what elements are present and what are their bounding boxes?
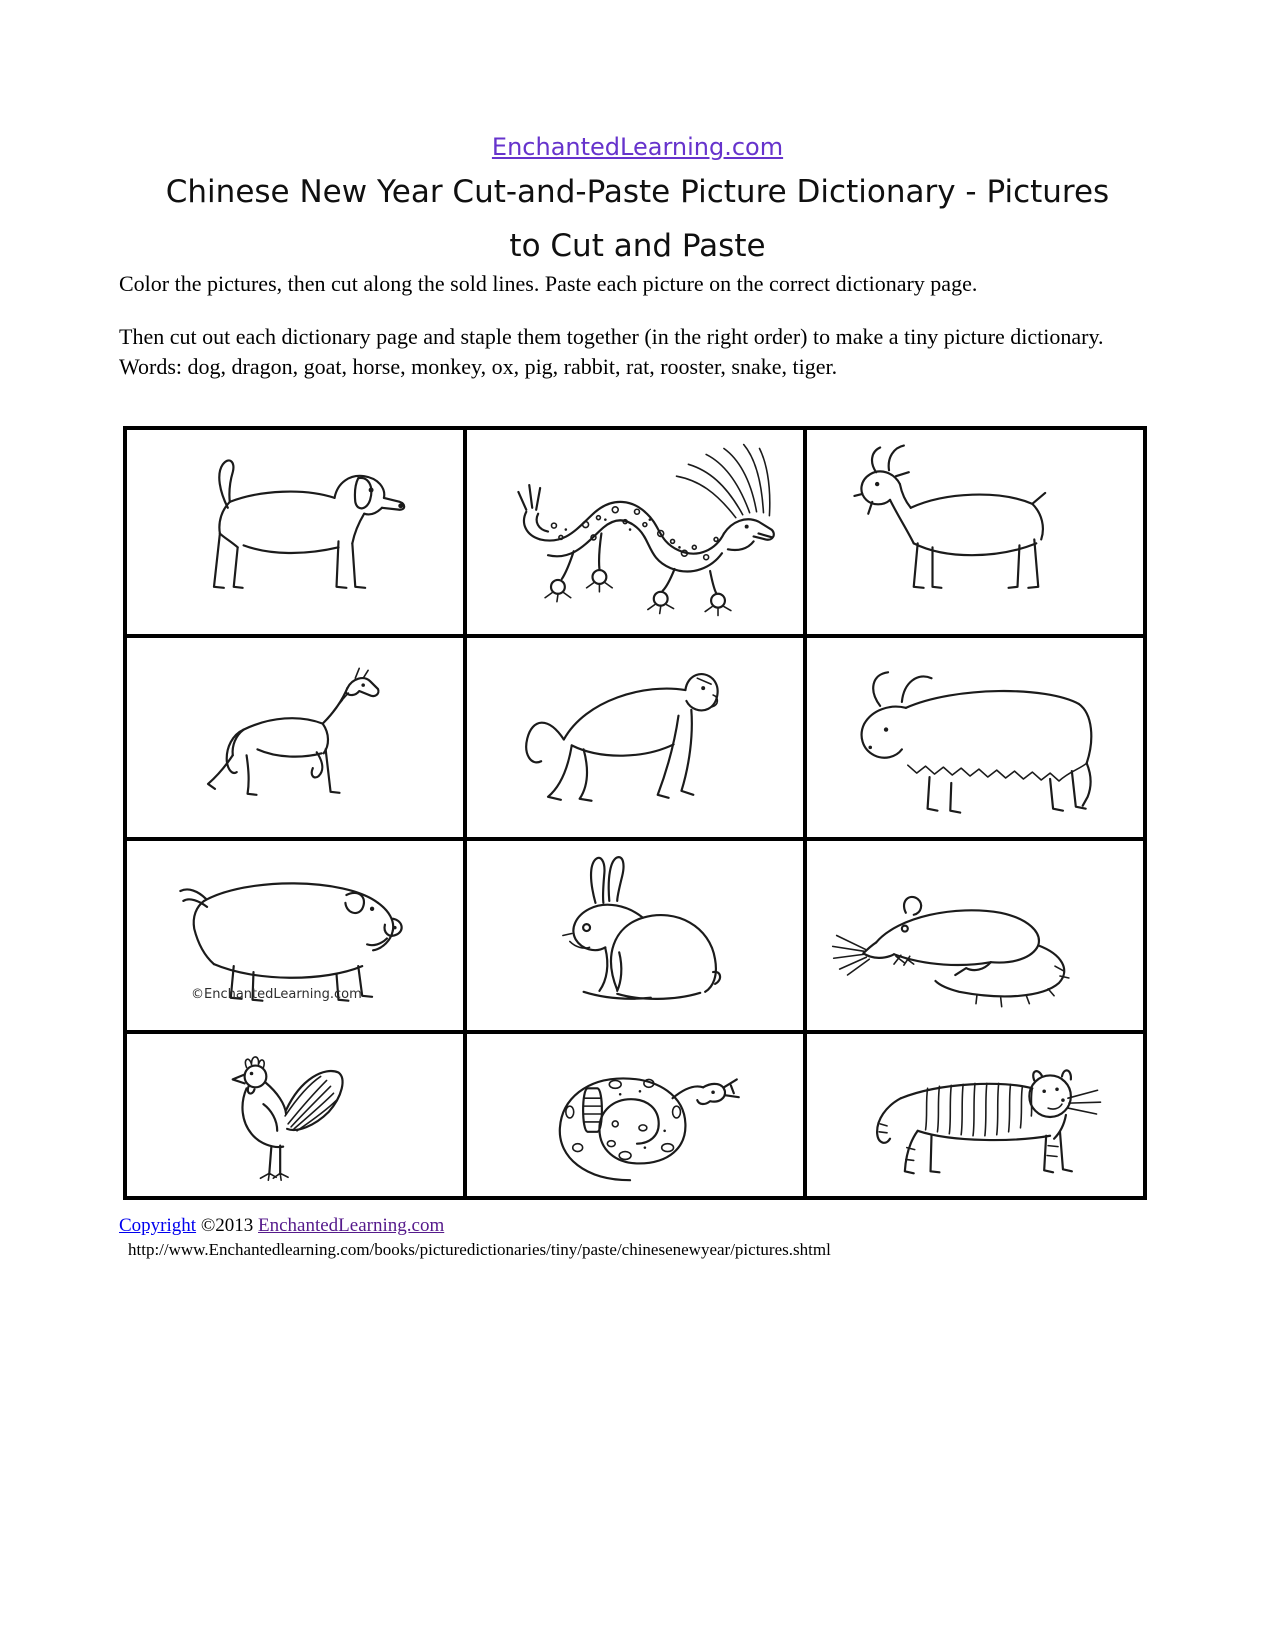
- page-title-line2: to Cut and Paste: [509, 228, 766, 264]
- instructions-paragraph-2: Then cut out each dictionary page and staple them together (in the right order) to make a tiny picture dictionary. Words: dog, dragon, goat, horse, monkey, ox, pig, rabbit, rat, rooster, snake, tiger.: [119, 324, 1104, 379]
- watermark: ©EnchantedLearning.com: [191, 987, 362, 1002]
- horse-drawing: [127, 638, 463, 837]
- monkey-drawing: [467, 638, 803, 837]
- snake-drawing: [467, 1034, 803, 1196]
- cell-dragon: [465, 428, 805, 636]
- instructions-paragraph-1: Color the pictures, then cut along the sold lines. Paste each picture on the correct dictionary page.: [119, 271, 978, 296]
- header: [0, 133, 1275, 161]
- footer-site-link[interactable]: EnchantedLearning.com: [258, 1215, 445, 1236]
- cell-dog: [125, 428, 465, 636]
- ox-drawing: [807, 638, 1143, 837]
- cell-monkey: [465, 636, 805, 839]
- dragon-drawing: [467, 430, 803, 634]
- copyright-link[interactable]: Copyright: [119, 1215, 197, 1236]
- dog-drawing: [127, 430, 463, 634]
- footer: [119, 1215, 831, 1260]
- pictures-grid: [123, 426, 1147, 1200]
- cell-pig: [125, 839, 465, 1032]
- grid-row-1: [125, 428, 1145, 636]
- page-url: http://www.Enchantedlearning.com/books/picturedictionaries/tiny/paste/chinesenewyear/pictures.shtml: [128, 1240, 831, 1259]
- page-title-line1: Chinese New Year Cut-and-Paste Picture Dictionary - Pictures: [165, 174, 1110, 210]
- page-title: [0, 165, 1275, 273]
- cell-rabbit: [465, 839, 805, 1032]
- grid-row-4: [125, 1032, 1145, 1198]
- tiger-drawing: [807, 1034, 1143, 1196]
- copyright-line: [119, 1215, 831, 1237]
- rabbit-drawing: [467, 841, 803, 1030]
- cell-tiger: [805, 1032, 1145, 1198]
- cell-horse: [125, 636, 465, 839]
- grid-row-3: [125, 839, 1145, 1032]
- cell-ox: [805, 636, 1145, 839]
- cell-rat: [805, 839, 1145, 1032]
- cell-rooster: [125, 1032, 465, 1198]
- site-link[interactable]: EnchantedLearning.com: [491, 133, 784, 161]
- copyright-year: ©2013: [200, 1215, 254, 1236]
- cell-goat: [805, 428, 1145, 636]
- goat-drawing: [807, 430, 1143, 634]
- grid-row-2: [125, 636, 1145, 839]
- cell-snake: [465, 1032, 805, 1198]
- rat-drawing: [807, 841, 1143, 1030]
- rooster-drawing: [127, 1034, 463, 1196]
